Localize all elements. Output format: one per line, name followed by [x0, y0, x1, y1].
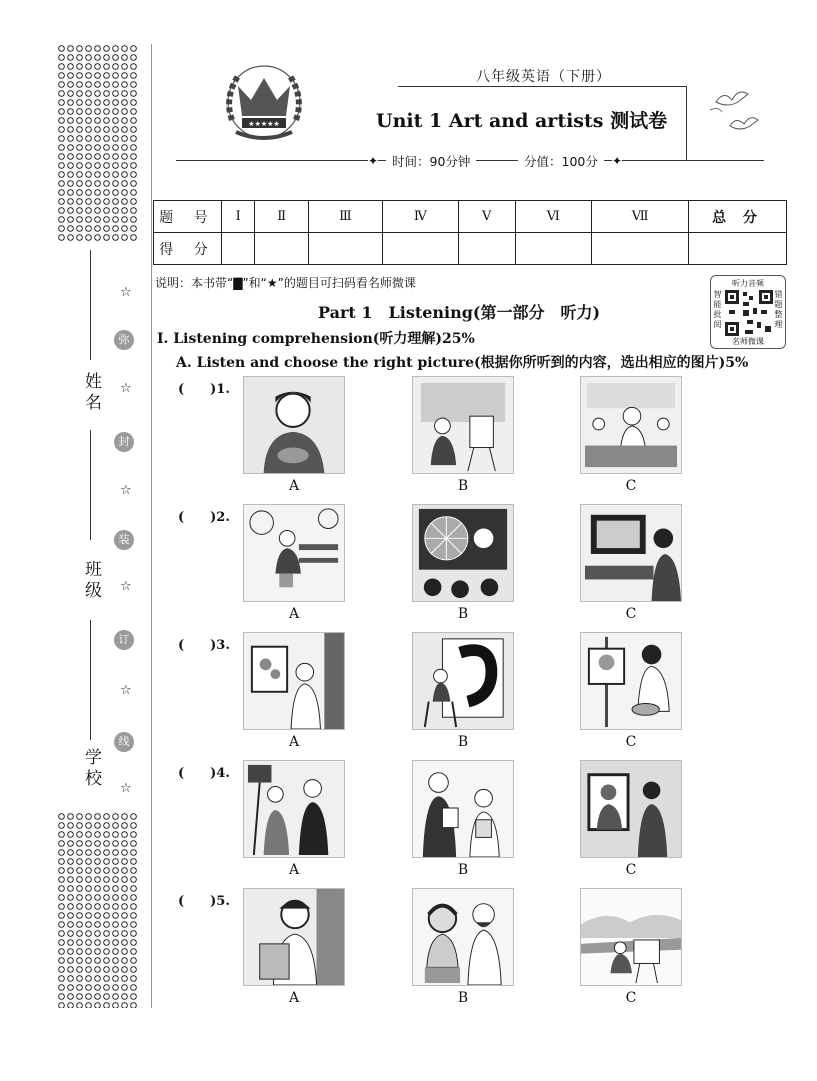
picture-option[interactable]: [580, 760, 682, 858]
exam-time: 时间：90分钟: [386, 152, 476, 170]
qr-badge-right: 错题整理: [774, 290, 783, 329]
picture-option[interactable]: [580, 632, 682, 730]
option-label: B: [457, 862, 469, 878]
score-cell[interactable]: [255, 233, 309, 265]
option-label: A: [288, 862, 300, 878]
picture-option[interactable]: [580, 376, 682, 474]
star-icon: ☆: [120, 683, 132, 698]
score-table: [153, 200, 787, 265]
instruction-note: 说明：本书带“▇”和“★”的题目可扫码看名师微课: [155, 276, 416, 290]
star-icon: ☆: [120, 781, 132, 796]
school-label: 学校: [81, 748, 101, 790]
score-table-total-label: 总 分: [689, 201, 787, 233]
picture-option[interactable]: [580, 888, 682, 986]
score-table-score-label: 得 分: [154, 233, 222, 265]
class-label: 班级: [81, 560, 101, 602]
picture-option[interactable]: [243, 760, 345, 858]
star-icon: ☆: [120, 483, 132, 498]
diamond-icon: ✦: [612, 154, 623, 168]
binding-line-2: [90, 430, 91, 540]
page-title: Unit 1 Art and artists 测试卷: [376, 110, 668, 132]
binding-line-1: [90, 250, 91, 360]
picture-option[interactable]: [243, 376, 345, 474]
picture-option[interactable]: [412, 888, 514, 986]
qr-badge-bottom: 名师微课: [732, 337, 764, 346]
score-cell-total[interactable]: [689, 233, 787, 265]
binding-pattern-top: [57, 44, 139, 242]
picture-option[interactable]: [412, 632, 514, 730]
score-table-column: Ⅴ: [458, 201, 515, 233]
part-heading: Part 1 Listening(第一部分 听力): [318, 303, 601, 322]
score-cell[interactable]: [382, 233, 458, 265]
grade-label: 八年级英语（下册）: [476, 69, 611, 85]
option-label: A: [288, 606, 300, 622]
cranes-decoration-icon: [708, 80, 764, 140]
score-table-header-label: 题 号: [154, 201, 222, 233]
picture-option[interactable]: [243, 504, 345, 602]
option-label: B: [457, 478, 469, 494]
header-rule-vertical: [686, 86, 687, 160]
score-table-column: Ⅲ: [309, 201, 383, 233]
option-label: A: [288, 734, 300, 750]
question-number[interactable]: ( )1.: [178, 382, 230, 397]
seal-char: 线: [114, 732, 134, 752]
option-label: C: [625, 478, 637, 494]
option-label: B: [457, 606, 469, 622]
score-cell[interactable]: [309, 233, 383, 265]
star-icon: ☆: [120, 579, 132, 594]
picture-option[interactable]: [412, 504, 514, 602]
picture-option[interactable]: [412, 376, 514, 474]
option-label: A: [288, 478, 300, 494]
binding-margin-line: [151, 44, 152, 1008]
qr-badge-left: 智能批阅: [713, 290, 722, 329]
score-cell[interactable]: [458, 233, 515, 265]
score-cell[interactable]: [222, 233, 255, 265]
seal-char: 装: [114, 530, 134, 550]
header-rule: [398, 86, 686, 87]
section-heading: Ⅰ. Listening comprehension(听力理解)25%: [157, 331, 475, 347]
picture-option[interactable]: [243, 888, 345, 986]
subsection-heading: A. Listen and choose the right picture(根据你所听到的内容，选出相应的图片)5%: [176, 355, 749, 371]
name-label: 姓名: [81, 372, 101, 414]
seal-char: 订: [114, 630, 134, 650]
star-icon: ☆: [120, 285, 132, 300]
binding-pattern-bottom: [57, 812, 139, 1008]
qr-badge-top: 听力音频: [732, 279, 764, 288]
option-label: A: [288, 990, 300, 1006]
picture-option[interactable]: [243, 632, 345, 730]
question-number[interactable]: ( )3.: [178, 638, 230, 653]
question-number[interactable]: ( )2.: [178, 510, 230, 525]
crown-laurel-emblem-icon: [218, 62, 310, 146]
picture-option[interactable]: [580, 504, 682, 602]
score-table-column: Ⅱ: [255, 201, 309, 233]
score-cell[interactable]: [592, 233, 689, 265]
qr-code-icon: [725, 290, 773, 336]
question-number[interactable]: ( )5.: [178, 894, 230, 909]
option-label: B: [457, 990, 469, 1006]
question-number[interactable]: ( )4.: [178, 766, 230, 781]
score-cell[interactable]: [515, 233, 592, 265]
option-label: B: [457, 734, 469, 750]
picture-option[interactable]: [412, 760, 514, 858]
seal-char: 弥: [114, 330, 134, 350]
option-label: C: [625, 734, 637, 750]
option-label: C: [625, 606, 637, 622]
diamond-icon: ✦: [368, 154, 379, 168]
exam-score: 分值：100分: [518, 152, 604, 170]
seal-char: 封: [114, 432, 134, 452]
option-label: C: [625, 862, 637, 878]
qr-badge[interactable]: [710, 275, 786, 349]
score-table-column: Ⅰ: [222, 201, 255, 233]
svg-text:★★★★★: ★★★★★: [248, 120, 280, 128]
score-table-column: Ⅶ: [592, 201, 689, 233]
score-table-column: Ⅳ: [382, 201, 458, 233]
score-table-column: Ⅵ: [515, 201, 592, 233]
option-label: C: [625, 990, 637, 1006]
star-icon: ☆: [120, 381, 132, 396]
binding-line-3: [90, 620, 91, 740]
